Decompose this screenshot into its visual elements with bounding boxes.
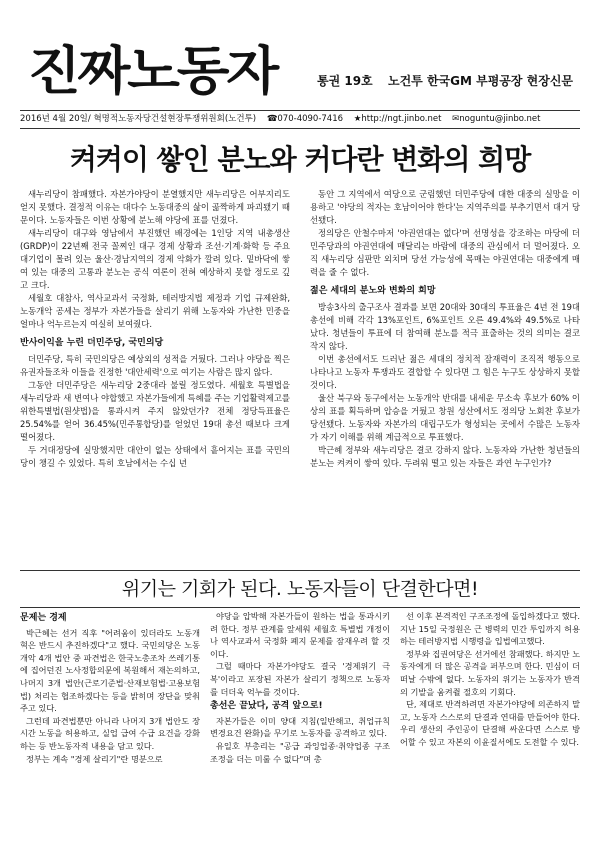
top-article <box>20 188 580 568</box>
paragraph: 박근혜 정부와 새누리당은 결코 강하지 않다. 노동자와 가난한 청년들의 분노는 켜켜이 쌓여 있다. 두려워 떨고 있는 자들은 과연 누구인가? <box>310 445 580 468</box>
paragraph: 새누리당이 대구와 영남에서 부진했던 배경에는 1인당 지역 내총생산(GRDP)이 22년째 전국 꼴찌인 대구 경제 상황과 조선·기계·화학 등 주요 대기업이 몰려 있는 울산·경남지역의 경제 악화가 깔려 있다. 밑바닥에 쌓여 있는 대중의 고통과 분노는 공식 여론이 전혀 예상하지 못할 정도로 깊고 크다. <box>20 228 290 290</box>
paragraph: 방송3사의 출구조사 결과를 보면 20대와 30대의 투표율은 4년 전 19대 총선에 비해 각각 13%포인트, 6%포인트 오른 49.4%와 49.5%로 나타났다. 청년들이 투표에 더 참여해 분노를 적극 표출하는 것의 의미는 결코 작지 않다. <box>310 302 580 351</box>
masthead <box>20 42 580 102</box>
paragraph: 울산 북구와 동구에서는 노동개악 반대를 내세운 무소속 후보가 60% 이상의 표를 획득하며 압승을 거뒀고 창원 성산에서도 정의당 노회찬 후보가 당선됐다. 노동자와 자본가의 대립구도가 형성되는 곳에서 수많은 노동자가 자기 이해를 위해 계급적으로 투표했다. <box>310 393 580 442</box>
email-address[interactable]: ✉noguntu@jinbo.net <box>452 114 541 124</box>
paragraph: 박근혜는 선거 직후 "어려움이 있더라도 노동개혁은 반드시 추진하겠다"고 했다. 국민의당은 노동개악 4개 법안 중 파견법은 한국노총조차 쓰레기통에 집어던진 노사정합의문에 복원해서 재논의하고, 나머지 3개 법안(근로기준법·산재보험법·고용보험법) 처리는 협조하겠다는 등을 밝히며 장단을 맞춰주고 있다. <box>20 627 200 714</box>
issue-number: 통권 19호 <box>317 74 373 88</box>
paragraph: 자본가들은 이미 양대 지침(일반해고, 취업규칙 변경요건 완화)을 무기로 노동자를 공격하고 있다. <box>210 715 390 739</box>
paragraph: 이번 총선에서도 드러난 젊은 세대의 정치적 잠재력이 조직적 행동으로 나타나고 노동자 투쟁과도 결합할 수 있다면 그 힘은 누구도 상상하지 못할 것이다. <box>310 354 580 390</box>
paragraph: 유일호 부총리는 "공급 과잉업종·취약업종 구조조정을 더는 미룰 수 없다"며 총 <box>210 740 390 764</box>
main-headline: 켜켜이 쌓인 분노와 커다란 변화의 희망 <box>69 143 531 176</box>
paragraph: 정부는 계속 "경제 살리기"란 명분으로 <box>26 753 163 764</box>
secondary-headline: 위기는 기회가 된다. 노동자들이 단결한다면! <box>20 570 580 608</box>
section-heading: 문제는 경제 <box>20 613 67 623</box>
section-heading: 젊은 세대의 분노와 변화의 희망 <box>310 286 436 296</box>
paragraph: 동안 그 지역에서 여당으로 군림했던 더민주당에 대한 대중의 실망을 이용하고 '야당의 적자는 호남이어야 한다'는 지역주의를 부추기면서 대거 당선됐다. <box>310 189 580 225</box>
section-heading: 반사이익을 누린 더민주당, 국민의당 <box>20 338 164 348</box>
publisher-date: 2016년 4월 20일/ 혁명적노동자당건설현장투쟁위원회(노건투) <box>20 114 257 124</box>
website-link[interactable]: ★http://ngt.jinbo.net <box>353 114 442 124</box>
info-bar <box>20 110 580 129</box>
paragraph: 단, 제대로 반격하려면 자본가야당에 의존하지 말고, 노동자 스스로의 단결과 연대를 만들어야 한다. 우리 생산의 주인공이 단결해 싸운다면 스스로 방어할 수 있고 자본의 이윤질서에도 도전할 수 있다. <box>400 699 580 747</box>
paragraph: 정부와 집권여당은 선거에선 참패했다. 하지만 노동자에게 더 많은 공격을 퍼부으며 한다. 민심이 더 떠날 수밖에 없다. 노동자의 위기는 노동자가 반격의 기발을 움켜쥘 절호의 기회다. <box>400 648 580 697</box>
paragraph: 그동안 더민주당은 새누리당 2중대라 불릴 정도였다. 세월호 특별법을 새누리당과 새 변여나 야합했고 자본가들에게 특혜를 주는 기업활력제고를위한특별법(원샷법)을 통과시켜 주지 않았던가? 전체 정당득표율은 25.54%를 얻어 36.45%(민주통합당)를 얻었던 19대 총선 때보다 크게 떨어졌다. <box>20 380 290 442</box>
paragraph: 새누리당이 참패했다. 자본가야당이 분열했지만 새누리당은 어부지리도 얻지 못했다. 결정적 이유는 대다수 노동대중의 삶이 곪짝하게 파괴됐기 때문이다. 노동자들은 이번 상황에 분노해 야당에 표를 던졌다. <box>20 189 290 225</box>
paragraph: 더민주당, 특히 국민의당은 예상외의 성적을 거뒀다. 그러나 야당을 찍은 유권자들조차 이들을 진정한 '대안세력'으로 여기는 사람은 많지 않다. <box>20 354 290 377</box>
paragraph: 그런데 파견법뿐만 아니라 나머지 3개 법안도 장시간 노동을 허용하고, 실업 급여 수급 요건을 강화하는 등 반노동자적 내용을 담고 있다. <box>20 715 200 751</box>
paragraph: 선 이후 본격적인 구조조정에 돌입하겠다고 했다. 지난 15일 국정원은 근 병력의 민간 투입까지 허용하는 테러방지법 시행령을 입법예고했다. <box>400 611 580 647</box>
bottom-column-2 <box>210 610 390 765</box>
bottom-column-1 <box>20 610 200 765</box>
bottom-article <box>20 610 580 840</box>
paragraph: 그럴 때마다 자본가야당도 결국 '경제위기 극복'이라고 포장된 자본가 살리기 정책으로 노동자를 더더욱 억누를 것이다. <box>210 661 390 697</box>
paragraph: 정의당은 안철수마저 '야권연대는 없다'며 선명성을 강조하는 마당에 더민주당과의 야권연대에 매달리는 바람에 대중의 관심에서 더 멀어졌다. 오직 새누리당 심판만 외치며 당선 가능성에 목매는 야권연대는 대중에게 매력을 줄 수 없다. <box>310 228 580 277</box>
phone-number: ☎070-4090-7416 <box>266 114 344 124</box>
bottom-column-3 <box>400 610 580 749</box>
paragraph: 세월호 대참사, 역사교과서 국정화, 테러방지법 제정과 기업 규제완화, 노동개악 공세는 정부가 자본가들을 살리기 위해 노동자와 가난한 민중을 얼마나 억누르는지 여실히 보여줬다. <box>20 293 290 329</box>
newspaper-logo: 진짜노동자 <box>28 42 276 102</box>
paper-subtitle: 노건투 한국GM 부평공장 현장신문 <box>388 74 574 88</box>
paragraph: 두 거대정당에 실망했지만 대안이 없는 상태에서 흩어지는 표를 국민의당이 챙길 수 있었다. 특히 호남에서는 수십 년 <box>20 445 290 468</box>
paragraph: 야당을 압박해 자본가들이 원하는 법을 통과시키려 한다. 정부 관계를 앞세워 세월호 특별법 개정이나 역사교과서 국정화 폐지 문제를 잠재우려 할 것이다. <box>210 611 390 659</box>
right-column <box>310 188 580 470</box>
section-heading: 총선은 끝났다, 공격 앞으로! <box>210 701 323 712</box>
left-column <box>20 188 290 470</box>
